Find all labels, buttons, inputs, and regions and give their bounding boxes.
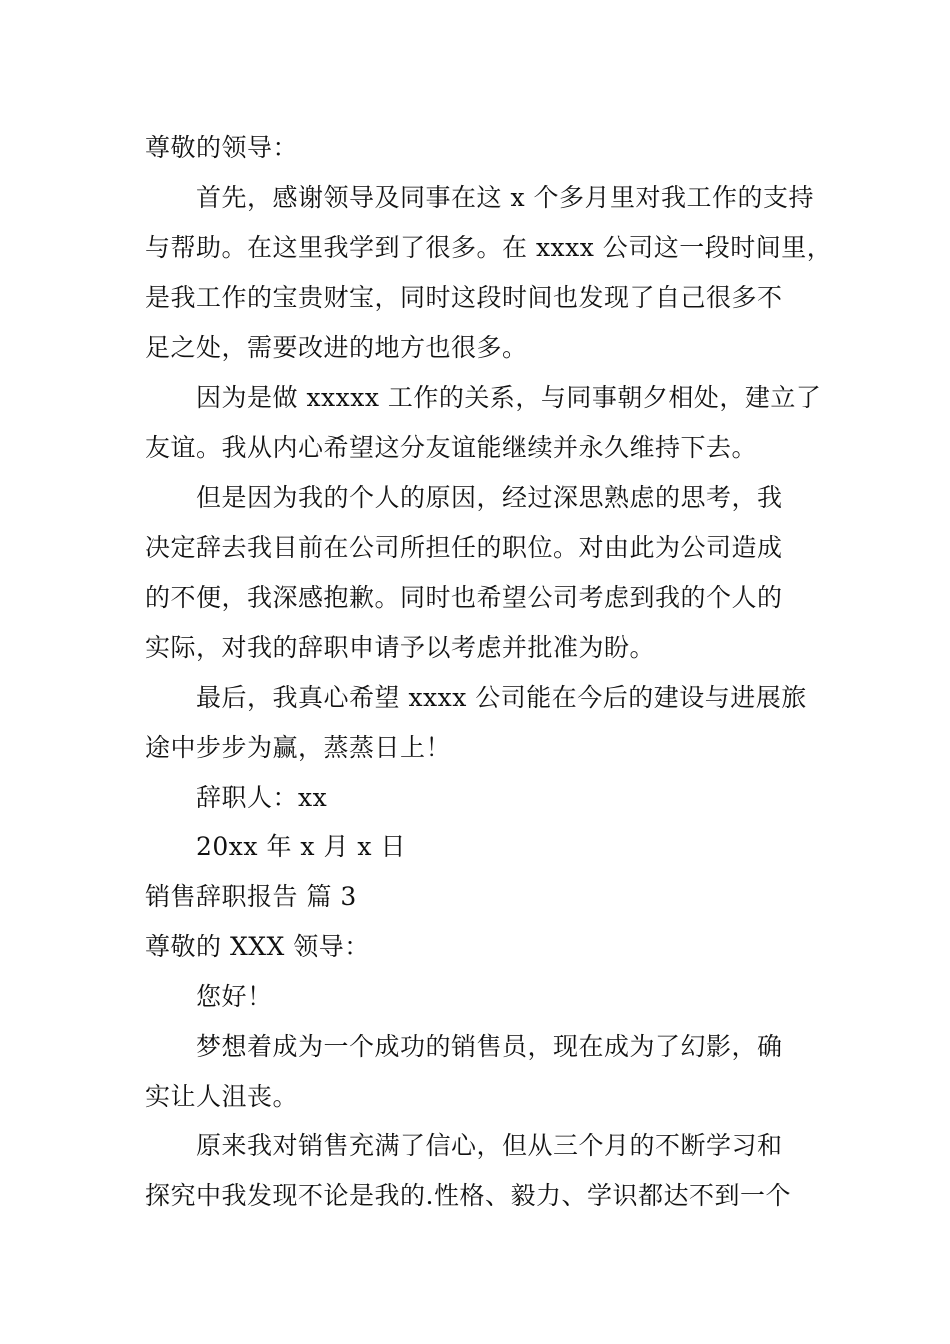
signature-line: 辞职人：xx xyxy=(196,783,328,812)
paragraph-line: 的不便，我深感抱歉。同时也希望公司考虑到我的个人的 xyxy=(145,583,783,612)
paragraph-line: 探究中我发现不论是我的.性格、毅力、学识都达不到一个 xyxy=(145,1181,791,1210)
salutation: 尊敬的领导： xyxy=(145,133,299,162)
paragraph-line: 足之处，需要改进的地方也很多。 xyxy=(145,333,528,362)
paragraph-line: 最后，我真心希望 xxxx 公司能在今后的建设与进展旅 xyxy=(196,683,807,712)
paragraph-line: 首先，感谢领导及同事在这 x 个多月里对我工作的支持 xyxy=(196,183,814,212)
paragraph-line: 但是因为我的个人的原因，经过深思熟虑的思考，我 xyxy=(196,483,783,512)
paragraph-line: 途中步步为赢，蒸蒸日上！ xyxy=(145,733,452,762)
paragraph-line: 决定辞去我目前在公司所担任的职位。对由此为公司造成 xyxy=(145,533,783,562)
paragraph-line: 实际，对我的辞职申请予以考虑并批准为盼。 xyxy=(145,633,656,662)
date-line: 20xx 年 x 月 x 日 xyxy=(196,832,406,861)
salutation: 尊敬的 XXX 领导： xyxy=(145,932,370,961)
paragraph-line: 因为是做 xxxxx 工作的关系，与同事朝夕相处，建立了 xyxy=(196,383,822,412)
paragraph-line: 实让人沮丧。 xyxy=(145,1082,299,1111)
paragraph-line: 友谊。我从内心希望这分友谊能继续并永久维持下去。 xyxy=(145,433,758,462)
paragraph-line: 与帮助。在这里我学到了很多。在 xxxx 公司这一段时间里， xyxy=(145,233,833,262)
paragraph-line: 原来我对销售充满了信心，但从三个月的不断学习和 xyxy=(196,1131,783,1160)
greeting-line: 您好！ xyxy=(196,982,273,1011)
paragraph-line: 梦想着成为一个成功的销售员，现在成为了幻影，确 xyxy=(196,1032,783,1061)
paragraph-line: 是我工作的宝贵财宝，同时这段时间也发现了自己很多不 xyxy=(145,283,783,312)
section-heading: 销售辞职报告 篇 3 xyxy=(145,882,357,911)
